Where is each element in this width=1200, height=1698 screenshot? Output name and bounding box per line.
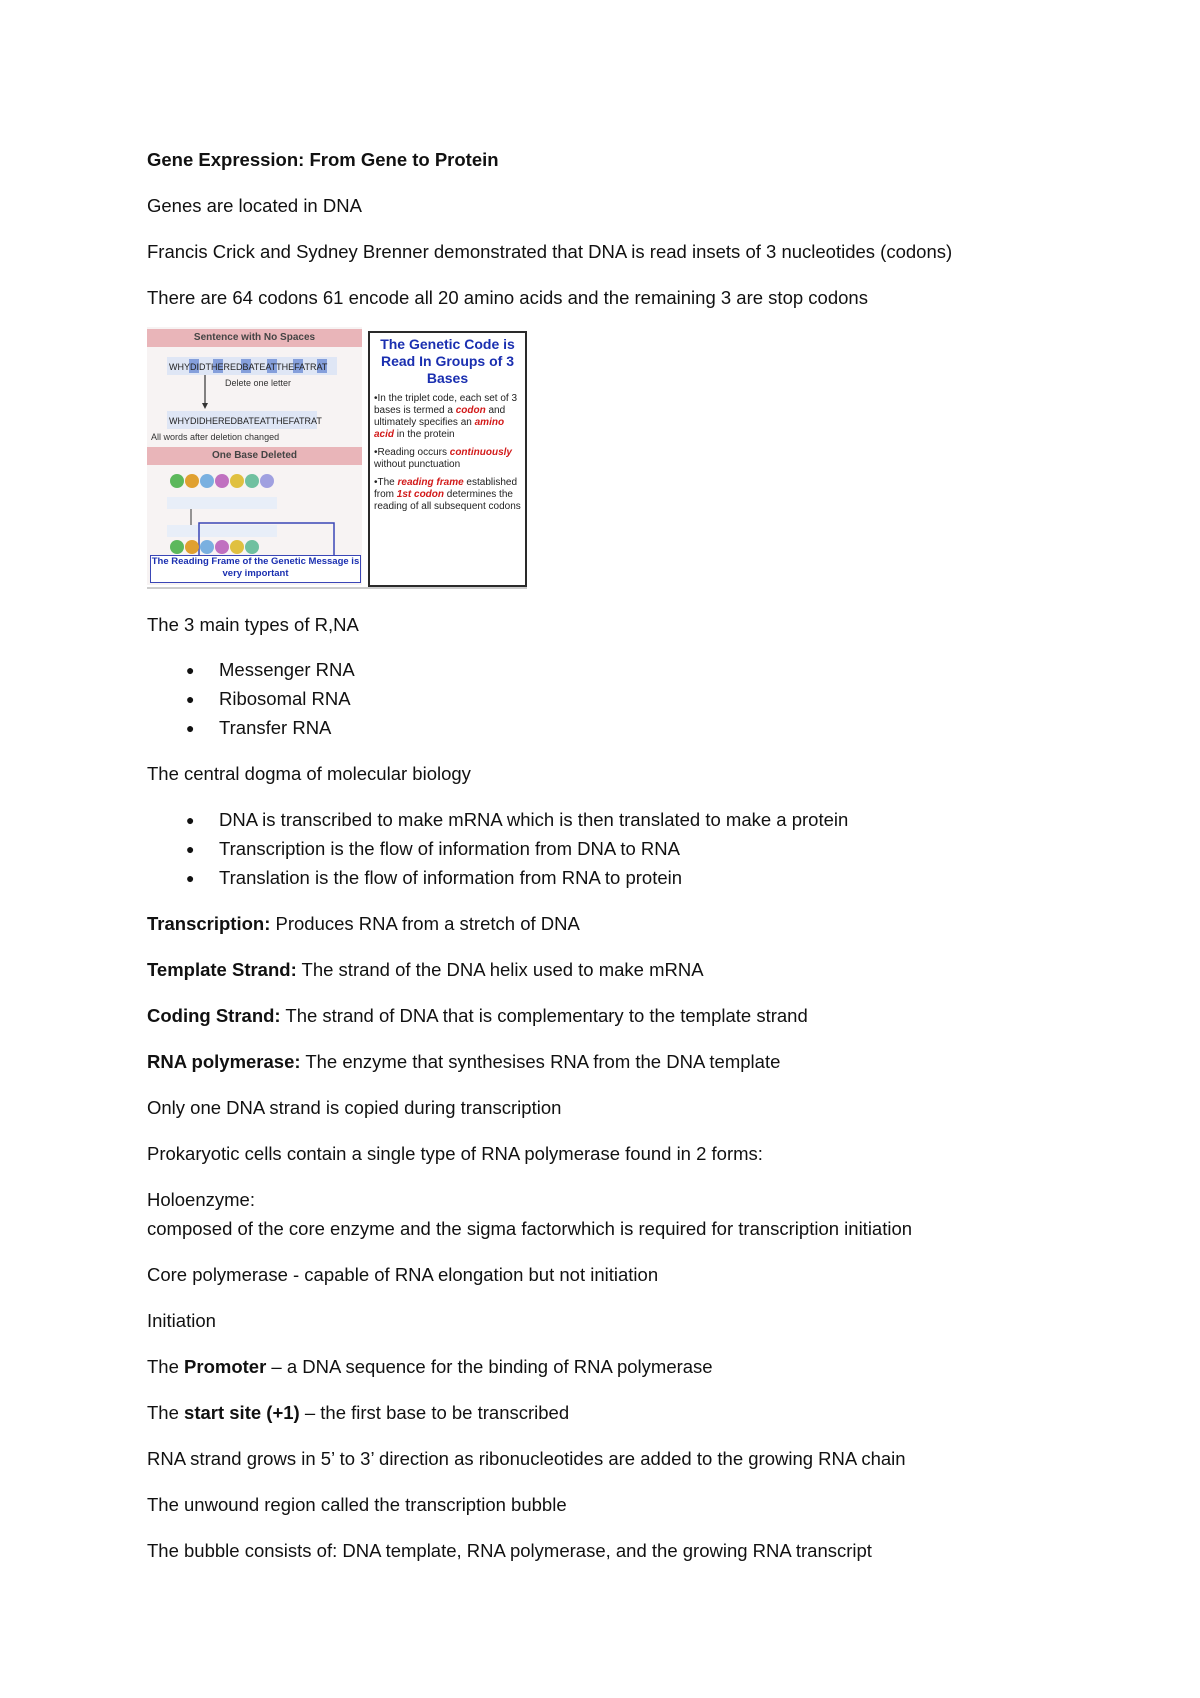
text-run: – the first base to be transcribed [299, 1402, 570, 1423]
definition-term: Transcription: [147, 913, 271, 934]
textbox-text: without punctuation [374, 459, 461, 470]
paragraph: Prokaryotic cells contain a single type of RNA polymerase found in 2 forms: [147, 1143, 763, 1164]
text-run: – a DNA sequence for the binding of RNA polymerase [266, 1356, 713, 1377]
paragraph: RNA strand grows in 5’ to 3’ direction as ribonucleotides are added to the growing RNA chain [147, 1448, 906, 1469]
textbox-emphasis: reading frame [397, 477, 464, 488]
bullet-icon: ● [186, 720, 195, 736]
definition-text: The enzyme that synthesises RNA from the DNA template [300, 1051, 781, 1072]
definition-text: The strand of the DNA helix used to make mRNA [296, 959, 704, 980]
textbox-emphasis: amino acid [374, 417, 505, 440]
textbox-text: in the protein [394, 429, 455, 440]
section-heading: The central dogma of molecular biology [147, 763, 471, 784]
textbox-text: and ultimately specifies an [374, 405, 506, 428]
bullet-icon: ● [186, 812, 195, 828]
amino-acid-illustration [147, 467, 362, 557]
paragraph: There are 64 codons 61 encode all 20 amino acids and the remaining 3 are stop codons [147, 287, 868, 308]
list-item: Messenger RNA [219, 659, 355, 680]
textbox-text: •The [374, 477, 398, 488]
definition [147, 1004, 808, 1028]
figure-caption: The Reading Frame of the Genetic Message is very important [150, 555, 361, 583]
textbox-body [370, 387, 525, 517]
paragraph: Holoenzyme: [147, 1189, 255, 1210]
paragraph: composed of the core enzyme and the sigma factorwhich is required for transcription initiation [147, 1218, 913, 1239]
bullet-icon: ● [186, 870, 195, 886]
bold-term: Promoter [184, 1356, 267, 1377]
paragraph: Only one DNA strand is copied during transcription [147, 1097, 562, 1118]
list-item: Translation is the flow of information from RNA to protein [219, 867, 683, 888]
paragraph [147, 1355, 713, 1379]
figure-note: Delete one letter [225, 378, 292, 388]
section-heading: The 3 main types of R,NA [147, 614, 359, 635]
list-item: Transfer RNA [219, 717, 332, 738]
list-item: Transcription is the flow of information from DNA to RNA [219, 838, 680, 859]
textbox-emphasis: codon [455, 405, 486, 416]
textbox-title: The Genetic Code is Read In Groups of 3 Bases [380, 336, 515, 386]
svg-text:WHYDIDHEREDBATEATTHEFATRAT: WHYDIDHEREDBATEATTHEFATRAT [169, 416, 322, 426]
figure-note: All words after deletion changed [151, 432, 280, 442]
figure-divider [147, 587, 527, 589]
list-item: Ribosomal RNA [219, 688, 351, 709]
svg-text:WHYDIDTHEREDBATEATTHEFATRAT: WHYDIDTHEREDBATEATTHEFATRAT [169, 362, 328, 372]
textbox-text: determines the reading of all subsequent codons [374, 489, 521, 512]
textbox-emphasis: continuously [449, 447, 512, 458]
paragraph: The bubble consists of: DNA template, RNA polymerase, and the growing RNA transcript [147, 1540, 872, 1561]
bold-term: start site (+1) [184, 1402, 300, 1423]
genetic-code-textbox [368, 331, 527, 587]
definition-term: Coding Strand: [147, 1005, 281, 1026]
reading-frame-diagram [147, 327, 362, 585]
definition [147, 1050, 780, 1074]
definition-term: Template Strand: [147, 959, 297, 980]
figure-band-label: One Base Deleted [147, 447, 362, 465]
definition [147, 958, 704, 982]
paragraph: Genes are located in DNA [147, 195, 362, 216]
list-item: DNA is transcribed to make mRNA which is then translated to make a protein [219, 809, 849, 830]
paragraph: Core polymerase - capable of RNA elongation but not initiation [147, 1264, 659, 1285]
genetic-code-figure [147, 327, 527, 589]
definition-text: Produces RNA from a stretch of DNA [270, 913, 580, 934]
bullet-icon: ● [186, 662, 195, 678]
definition-text: The strand of DNA that is complementary to the template strand [280, 1005, 808, 1026]
definition [147, 912, 580, 936]
figure-band-label: Sentence with No Spaces [147, 329, 362, 347]
textbox-text: •In the triplet code, each set of 3 bases is termed a [374, 393, 518, 416]
definition-term: RNA polymerase: [147, 1051, 301, 1072]
textbox-text: •Reading occurs [374, 447, 450, 458]
document-title: Gene Expression: From Gene to Protein [147, 149, 499, 170]
bullet-icon: ● [186, 841, 195, 857]
textbox-emphasis: 1st codon [396, 489, 445, 500]
text-run: The [147, 1356, 185, 1377]
textbox-text: established from [374, 477, 518, 500]
paragraph: Francis Crick and Sydney Brenner demonstrated that DNA is read insets of 3 nucleotides (codons) [147, 241, 953, 262]
paragraph: The unwound region called the transcription bubble [147, 1494, 567, 1515]
paragraph: Initiation [147, 1310, 216, 1331]
paragraph [147, 1401, 569, 1425]
text-run: The [147, 1402, 185, 1423]
bullet-icon: ● [186, 691, 195, 707]
